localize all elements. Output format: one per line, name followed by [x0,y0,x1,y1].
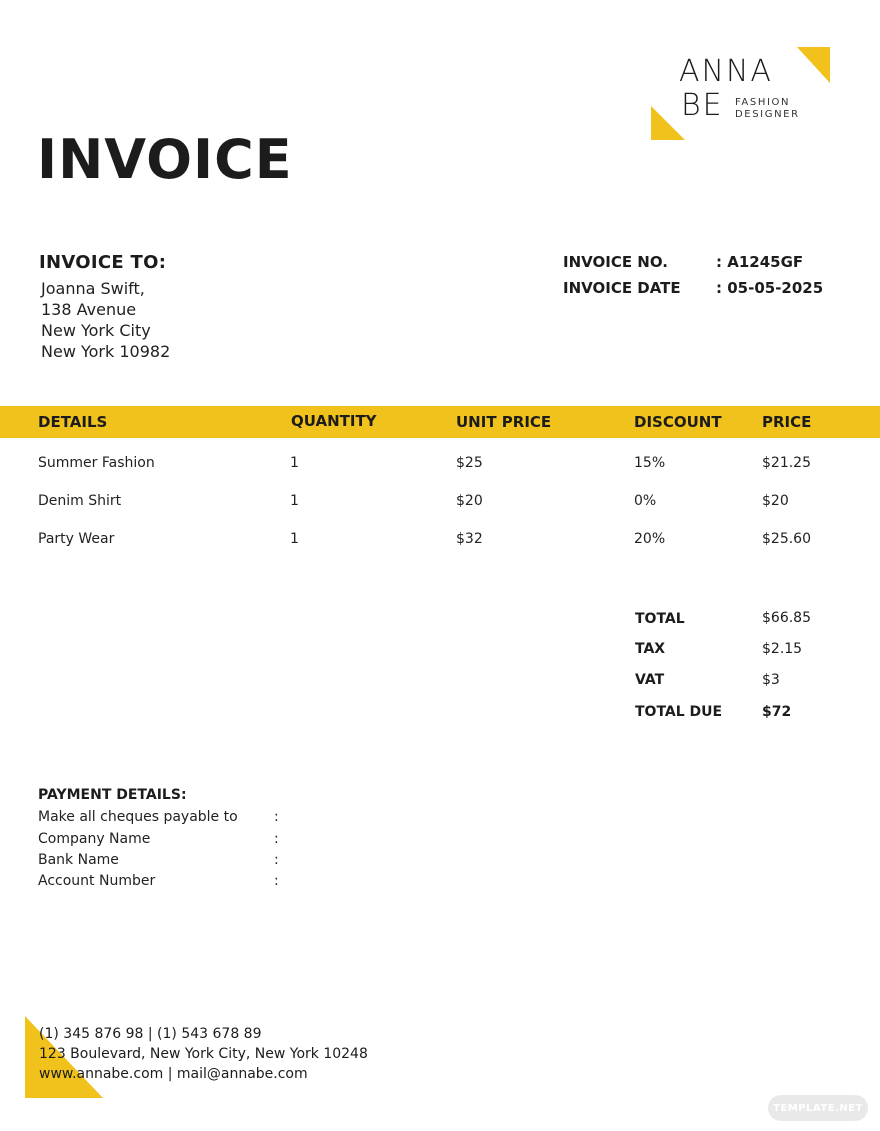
column-header-price: PRICE [762,413,812,431]
logo-triangle-top [797,47,830,83]
summary-total-due-label: TOTAL DUE [635,704,723,720]
payment-label-account-number: Account Number [38,873,156,889]
bill-to-state-zip: New York 10982 [41,342,171,361]
cell-details: Party Wear [38,531,115,547]
payment-label-bank-name: Bank Name [38,852,119,868]
cell-quantity: 1 [290,493,299,509]
invoice-date-value: : 05-05-2025 [716,279,824,297]
bill-to-street: 138 Avenue [41,300,137,319]
invoice-no-label: INVOICE NO. [563,253,668,271]
cell-quantity: 1 [290,531,299,547]
cell-details: Denim Shirt [38,493,122,509]
summary-vat-label: VAT [635,672,665,688]
invoice-no-value: : A1245GF [716,253,804,271]
payment-separator: : [274,809,279,825]
summary-tax-label: TAX [635,641,666,657]
summary-tax-value: $2.15 [762,641,803,657]
cell-unit-price: $32 [456,531,483,547]
column-header-discount: DISCOUNT [634,413,722,431]
bill-to-name: Joanna Swift, [41,279,145,298]
footer-address: 123 Boulevard, New York City, New York 10248 [39,1046,368,1062]
payment-separator: : [274,852,279,868]
bill-to-city: New York City [41,321,151,340]
page-title: INVOICE [37,128,293,191]
cell-discount: 0% [634,493,657,509]
logo-triangle-bottom [651,106,685,140]
summary-total-due-value: $72 [762,704,792,720]
summary-vat-value: $3 [762,672,780,688]
bill-to-heading: INVOICE TO: [39,252,167,273]
logo-word-anna: ANNA [679,54,773,89]
footer-phones: (1) 345 876 98 | (1) 543 678 89 [39,1026,262,1042]
column-header-unit-price: UNIT PRICE [456,413,552,431]
payment-label-company-name: Company Name [38,831,151,847]
logo-sub-fashion: FASHION [735,97,791,108]
payment-details-heading: PAYMENT DETAILS: [38,787,187,803]
cell-unit-price: $25 [456,455,483,471]
table-header-bar [0,406,880,438]
cell-price: $20 [762,493,789,509]
logo-word-be: BE [681,88,724,123]
cell-discount: 15% [634,455,666,471]
cell-discount: 20% [634,531,666,547]
summary-total-value: $66.85 [762,610,811,626]
logo-sub-designer: DESIGNER [735,109,800,120]
watermark-badge: TEMPLATE.NET [768,1095,868,1121]
footer-web-mail: www.annabe.com | mail@annabe.com [39,1066,308,1082]
payment-label-payable-to: Make all cheques payable to [38,809,238,825]
column-header-quantity: QUANTITY [291,412,377,430]
summary-total-label: TOTAL [635,611,685,627]
cell-unit-price: $20 [456,493,483,509]
column-header-details: DETAILS [38,413,108,431]
payment-separator: : [274,873,279,889]
cell-price: $21.25 [762,455,811,471]
cell-quantity: 1 [290,455,299,471]
invoice-date-label: INVOICE DATE [563,279,681,297]
cell-price: $25.60 [762,531,811,547]
cell-details: Summer Fashion [38,455,155,471]
payment-separator: : [274,831,279,847]
